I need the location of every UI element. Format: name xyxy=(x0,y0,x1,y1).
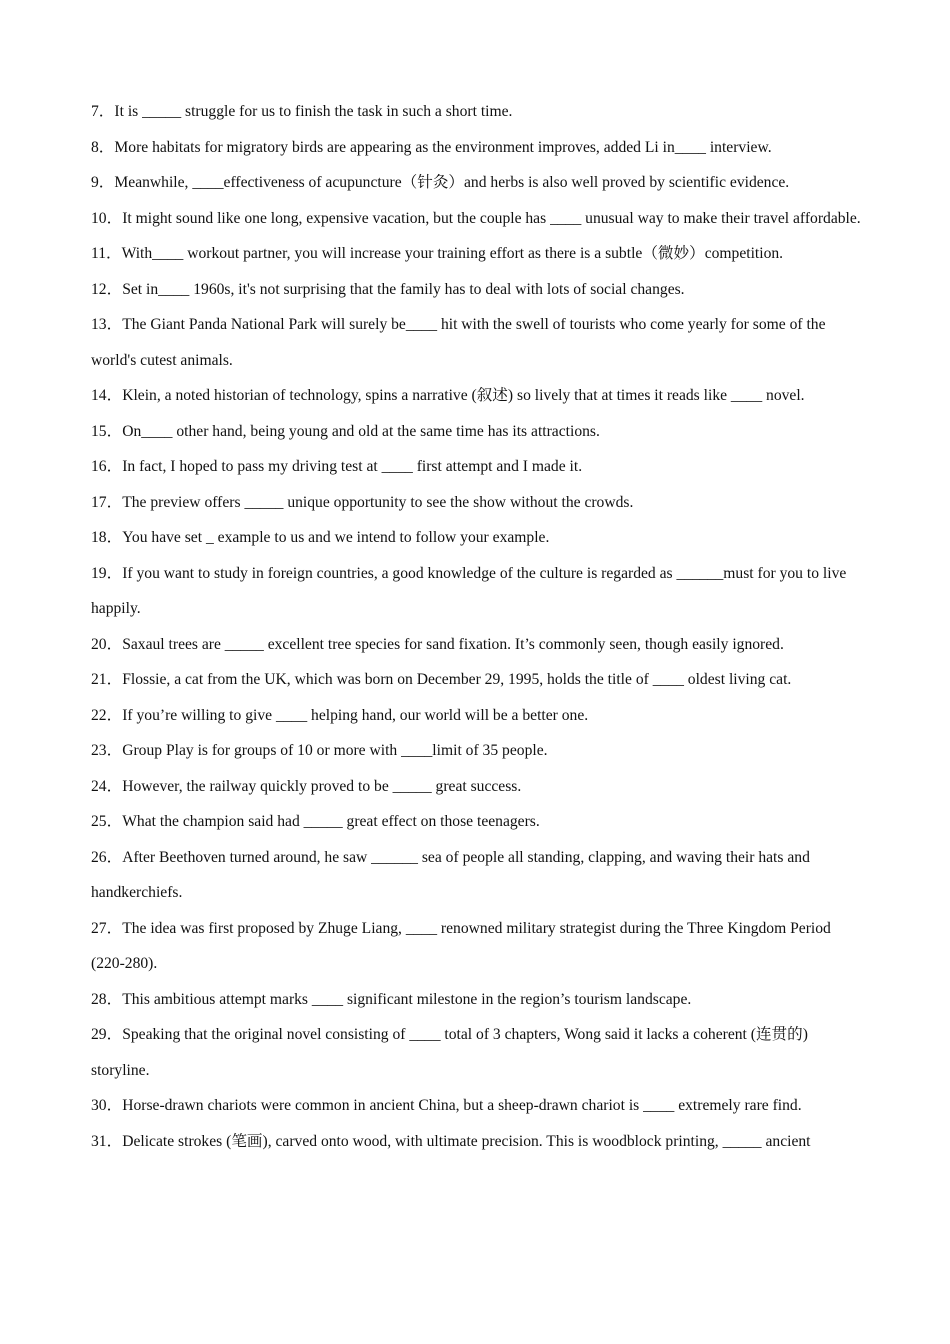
item-number: 26． xyxy=(91,848,123,866)
item-text: With____ workout partner, you will increase your training effort as there is a subtle（微妙）competition. xyxy=(121,245,784,262)
item-text: In fact, I hoped to pass my driving test at ____ first attempt and I made it. xyxy=(122,458,583,475)
exercise-item-29 xyxy=(91,1017,866,1088)
item-text: After Beethoven turned around, he saw ______ sea of people all standing, clapping, and waving their hats and handkerchiefs. xyxy=(91,848,810,901)
item-text: It is _____ struggle for us to finish the task in such a short time. xyxy=(114,103,513,120)
item-number: 21． xyxy=(91,671,123,688)
exercise-item-20 xyxy=(91,627,866,663)
item-text: Klein, a noted historian of technology, spins a narrative (叙述) so lively that at times it reads like ____ novel. xyxy=(122,387,805,404)
item-text: Group Play is for groups of 10 or more with ____limit of 35 people. xyxy=(122,742,548,759)
item-text: Saxaul trees are _____ excellent tree species for sand fixation. It’s commonly seen, though easily ignored. xyxy=(122,635,784,653)
item-text: The preview offers _____ unique opportunity to see the show without the crowds. xyxy=(122,493,634,511)
exercise-item-14 xyxy=(91,378,866,414)
exercise-item-24 xyxy=(91,769,866,805)
item-text: More habitats for migratory birds are appearing as the environment improves, added Li in____ interview. xyxy=(114,138,772,156)
item-number: 12． xyxy=(91,280,123,298)
item-number: 18． xyxy=(91,529,123,546)
item-number: 25． xyxy=(91,813,123,830)
item-text: Flossie, a cat from the UK, which was born on December 29, 1995, holds the title of ____ oldest living cat. xyxy=(122,671,792,688)
exercise-item-25 xyxy=(91,804,866,840)
exercise-item-21 xyxy=(91,662,866,698)
item-text: Set in____ 1960s, it's not surprising that the family has to deal with lots of social changes. xyxy=(122,280,685,298)
exercise-item-22 xyxy=(91,698,866,734)
item-number: 29． xyxy=(91,1026,123,1043)
exercise-item-18 xyxy=(91,520,866,556)
item-text: Delicate strokes (笔画), carved onto wood, with ultimate precision. This is woodblock printing, _____ ancient xyxy=(122,1132,811,1150)
exercise-item-31 xyxy=(91,1124,866,1160)
exercise-item-9 xyxy=(91,165,866,201)
item-number: 20． xyxy=(91,635,123,653)
item-number: 8． xyxy=(91,138,115,156)
item-number: 14． xyxy=(91,387,123,404)
item-text: However, the railway quickly proved to be _____ great success. xyxy=(122,777,522,795)
exercise-item-15 xyxy=(91,414,866,450)
exercise-item-10 xyxy=(91,201,866,237)
item-text: Meanwhile, ____effectiveness of acupuncture（针灸）and herbs is also well proved by scientific evidence. xyxy=(114,174,790,191)
item-text: If you’re willing to give ____ helping hand, our world will be a better one. xyxy=(122,706,589,724)
exercise-item-19 xyxy=(91,556,866,627)
item-number: 22． xyxy=(91,706,123,724)
item-text: What the champion said had _____ great effect on those teenagers. xyxy=(122,813,540,830)
item-number: 30． xyxy=(91,1097,123,1114)
item-text: You have set _ example to us and we intend to follow your example. xyxy=(122,529,550,546)
item-text: The idea was first proposed by Zhuge Liang, ____ renowned military strategist during the Three Kingdom Period (220-280). xyxy=(91,919,831,972)
exercise-item-30 xyxy=(91,1088,866,1124)
item-text: If you want to study in foreign countries, a good knowledge of the culture is regarded as ______must for you to live happily. xyxy=(91,564,847,617)
exercise-item-16 xyxy=(91,449,866,485)
item-number: 11． xyxy=(91,245,122,262)
exercise-item-28 xyxy=(91,982,866,1018)
exercise-item-13 xyxy=(91,307,866,378)
item-number: 16． xyxy=(91,458,123,475)
item-number: 7． xyxy=(91,103,115,120)
item-number: 19． xyxy=(91,564,123,582)
exercise-item-12 xyxy=(91,272,866,308)
exercise-item-26 xyxy=(91,840,866,911)
item-number: 27． xyxy=(91,919,123,937)
item-number: 17． xyxy=(91,493,123,511)
exercise-item-7 xyxy=(91,94,866,130)
exercise-list xyxy=(91,94,866,1159)
item-number: 24． xyxy=(91,777,123,795)
item-text: The Giant Panda National Park will surely be____ hit with the swell of tourists who come yearly for some of the world's cutest animals. xyxy=(91,316,826,369)
item-number: 10． xyxy=(91,209,123,227)
item-number: 28． xyxy=(91,990,123,1008)
exercise-item-27 xyxy=(91,911,866,982)
item-text: On____ other hand, being young and old at the same time has its attractions. xyxy=(122,422,600,440)
item-number: 31． xyxy=(91,1132,123,1150)
item-number: 9． xyxy=(91,174,115,191)
exercise-item-23 xyxy=(91,733,866,769)
exercise-item-8 xyxy=(91,130,866,166)
item-number: 23． xyxy=(91,742,123,759)
item-number: 13． xyxy=(91,316,123,333)
exercise-item-17 xyxy=(91,485,866,521)
exercise-item-11 xyxy=(91,236,866,272)
item-text: It might sound like one long, expensive vacation, but the couple has ____ unusual way to make their travel affordable. xyxy=(122,209,861,227)
item-text: Speaking that the original novel consisting of ____ total of 3 chapters, Wong said it lacks a coherent (连贯的) storyline. xyxy=(91,1026,808,1079)
item-text: Horse-drawn chariots were common in ancient China, but a sheep-drawn chariot is ____ extremely rare find. xyxy=(122,1097,802,1114)
item-text: This ambitious attempt marks ____ significant milestone in the region’s tourism landscape. xyxy=(122,990,692,1008)
item-number: 15． xyxy=(91,422,123,440)
